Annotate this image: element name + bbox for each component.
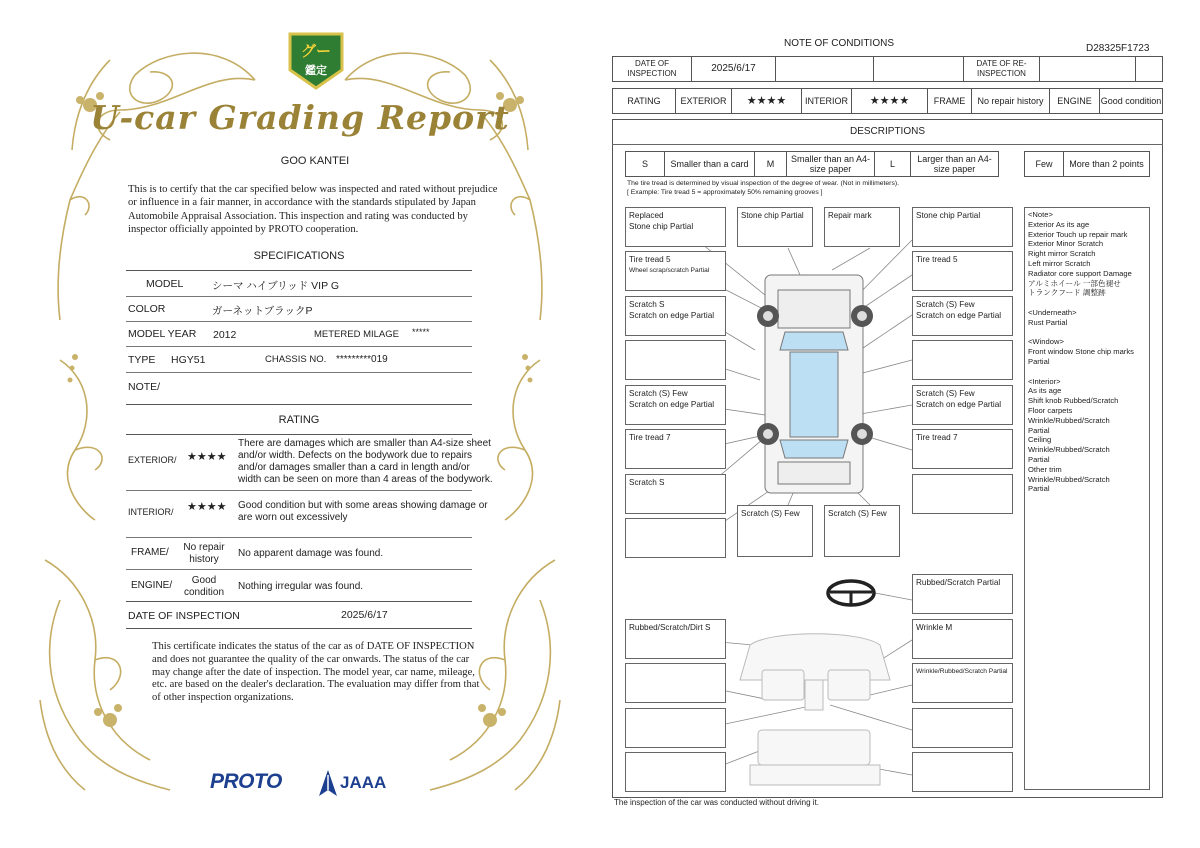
color-value: ガーネットブラックP: [212, 305, 313, 317]
damage-box-empty: [912, 752, 1013, 792]
proto-logo: PROTO: [210, 770, 282, 793]
type-label: TYPE: [128, 354, 156, 366]
divider: [126, 628, 472, 629]
date-of-inspection-value: 2025/6/17: [691, 57, 775, 81]
engine-value: Good condition: [1099, 89, 1162, 113]
damage-box-18: Wrinkle M: [912, 619, 1013, 659]
tread-example: [ Example: Tire tread 5 = approximately 50% remaining grooves ]: [627, 189, 823, 196]
legend-m: M: [754, 152, 786, 176]
damage-box-12: Tire tread 7: [912, 429, 1013, 469]
chassis-label: CHASSIS NO.: [265, 354, 327, 365]
damage-box-3: Repair mark: [824, 207, 900, 247]
type-value: HGY51: [171, 354, 206, 366]
re-inspection-label: DATE OF RE-INSPECTION: [963, 57, 1039, 81]
certificate-footer: This certificate indicates the status of the car as of DATE OF INSPECTION and does not guarantee the quality of the car onwards. The status of the car may change after the date of inspection. The model year, car name, mileage, etc. are based on the dealer's declaration. The evaluation may differ from that of other inspection organizations.: [152, 641, 480, 704]
frame-value: No repair history: [971, 89, 1049, 113]
legend-m-text: Smaller than an A4-size paper: [786, 152, 874, 176]
damage-box-19: Wrinkle/Rubbed/Scratch Partial: [912, 663, 1013, 703]
steering-wheel-icon: [828, 581, 874, 605]
divider: [126, 434, 472, 435]
rating-row: [612, 88, 1163, 114]
legend-s-text: Smaller than a card: [664, 152, 754, 176]
divider: [126, 601, 472, 602]
damage-box-empty: [912, 474, 1013, 514]
interior-stars: ★★★★: [851, 89, 927, 113]
model-year-value: 2012: [213, 329, 237, 341]
date-of-inspection-label: DATE OF INSPECTION: [128, 610, 240, 622]
date-of-inspection-label: DATE OF INSPECTION: [627, 59, 677, 78]
damage-box-5: Tire tread 5 Wheel scrap/scratch Partial: [625, 251, 726, 291]
size-legend: [625, 151, 999, 177]
frame-value: No repair history: [183, 542, 225, 565]
exterior-label: EXTERIOR/: [128, 455, 177, 465]
engine-value: Good condition: [183, 575, 225, 598]
damage-box-empty: [625, 663, 726, 703]
divider: [126, 569, 472, 570]
exterior-stars: ★★★★: [731, 89, 801, 113]
descriptions-heading: DESCRIPTIONS: [849, 126, 925, 137]
goo-kantei-badge-icon: [286, 30, 346, 92]
legend-s: S: [641, 159, 648, 169]
damage-box-6: Tire tread 5: [912, 251, 1013, 291]
interior-description: Good condition but with some areas showing damage or are worn out excessively: [238, 500, 488, 523]
damage-box-14: Scratch (S) Few: [737, 505, 813, 557]
certificate-intro: This is to certify that the car specified below was inspected and rated without prejudice or influence in a fair manner, in accordance with the standards stipulated by Japan Automobile Appraisal Association. This inspection and rating was conducted by inspector officially appointed by PROTO cooperation.: [128, 184, 498, 236]
color-label: COLOR: [128, 303, 166, 315]
damage-box-empty: [625, 708, 726, 748]
note-label: NOTE/: [128, 381, 161, 393]
organization-name: GOO KANTEI: [280, 155, 350, 167]
damage-box-2: Stone chip Partial: [737, 207, 813, 247]
engine-description: Nothing irregular was found.: [238, 581, 364, 592]
empty-cell: [1135, 57, 1162, 81]
conditions-title: NOTE OF CONDITIONS: [784, 38, 894, 49]
damage-box-17: Rubbed/Scratch/Dirt S: [625, 619, 726, 659]
damage-box-9: Scratch (S) Few Scratch on edge Partial: [625, 385, 726, 425]
legend-l-text: Larger than an A4-size paper: [910, 152, 998, 176]
divider: [126, 346, 472, 347]
engine-label: ENGINE/: [131, 580, 173, 591]
damage-box-7: Scratch S Scratch on edge Partial: [625, 296, 726, 336]
model-label: MODEL: [146, 278, 184, 290]
model-year-label: MODEL YEAR: [128, 328, 197, 340]
divider: [126, 490, 472, 491]
jaaa-logo-icon: [318, 769, 338, 797]
divider: [612, 144, 1163, 145]
interior-label: INTERIOR/: [128, 507, 174, 517]
few-legend: [1024, 151, 1150, 177]
specifications-heading: SPECIFICATIONS: [253, 250, 345, 262]
empty-cell: [775, 57, 873, 81]
date-of-inspection-value: 2025/6/17: [341, 609, 388, 621]
tread-note: The tire tread is determined by visual inspection of the degree of wear. (Not in millimeters).: [627, 180, 899, 187]
model-value: シーマ ハイブリッド VIP G: [212, 280, 339, 292]
svg-text:鑑定: 鑑定: [305, 64, 327, 77]
divider: [126, 321, 472, 322]
damage-box-empty: [625, 752, 726, 792]
interior-label: INTERIOR: [801, 89, 851, 113]
damage-box-empty: [625, 518, 726, 558]
divider: [126, 537, 472, 538]
exterior-description: There are damages which are smaller than A4-size sheet and/or width. Defects on the bodywork due to repairs and/or damages smaller than a card in length and/or width can be seen on more than 4 areas of the bodywork.: [238, 438, 493, 485]
legend-few: Few: [1035, 159, 1053, 169]
mileage-label: METERED MILAGE: [314, 329, 399, 340]
certificate-title: U-car Grading Report: [90, 98, 510, 137]
exterior-stars: ★★★★: [187, 451, 227, 463]
engine-label: ENGINE: [1049, 89, 1099, 113]
empty-cell: [1039, 57, 1135, 81]
damage-box-11: Tire tread 7: [625, 429, 726, 469]
damage-box-16: Rubbed/Scratch Partial: [912, 574, 1013, 614]
damage-box-15: Scratch (S) Few: [824, 505, 900, 557]
damage-box-empty: [912, 708, 1013, 748]
date-row: [612, 56, 1163, 82]
divider: [126, 372, 472, 373]
rating-heading: RATING: [278, 414, 320, 426]
damage-box-8: Scratch (S) Few Scratch on edge Partial: [912, 296, 1013, 336]
conditions-footer: The inspection of the car was conducted without driving it.: [614, 798, 819, 807]
frame-label: FRAME/: [131, 547, 169, 558]
exterior-label: EXTERIOR: [675, 89, 731, 113]
damage-box-1: Replaced Stone chip Partial: [625, 207, 726, 247]
frame-label: FRAME: [927, 89, 971, 113]
empty-cell: [873, 57, 963, 81]
divider: [126, 296, 472, 297]
damage-box-13: Scratch S: [625, 474, 726, 514]
damage-box-empty: [912, 340, 1013, 380]
damage-box-4: Stone chip Partial: [912, 207, 1013, 247]
chassis-value: *********019: [336, 354, 388, 365]
report-id: D28325F1723: [1086, 43, 1150, 54]
divider: [126, 270, 472, 271]
svg-text:グー: グー: [300, 42, 332, 60]
jaaa-logo: JAAA: [340, 773, 387, 792]
car-top-view: [765, 275, 863, 493]
legend-few-text: More than 2 points: [1063, 152, 1149, 176]
interior-view: [740, 634, 890, 785]
interior-stars: ★★★★: [187, 501, 227, 513]
damage-box-10: Scratch (S) Few Scratch on edge Partial: [912, 385, 1013, 425]
mileage-value: *****: [412, 327, 430, 337]
rating-label: RATING: [627, 96, 661, 106]
notes-panel: <Note> Exterior As its age Exterior Touch up repair mark Exterior Minor Scratch Right mirror Scratch Left mirror Scratch Radiator core support Damage アルミホイール 一部色褪せ トランクフード 調整跡 <Underneath> Rust Partial <Window> Front window Stone chip marks Partial <Interior> As its age Shift knob Rubbed/Scratch Floor carpets Wrinkle/Rubbed/Scratch Partial Ceiling Wrinkle/Rubbed/Scratch Partial Other trim Wrinkle/Rubbed/Scratch Partial: [1024, 207, 1150, 790]
divider: [126, 404, 472, 405]
frame-description: No apparent damage was found.: [238, 548, 384, 559]
legend-l: L: [874, 152, 910, 176]
logos: [210, 766, 410, 806]
damage-box-empty: [625, 340, 726, 380]
